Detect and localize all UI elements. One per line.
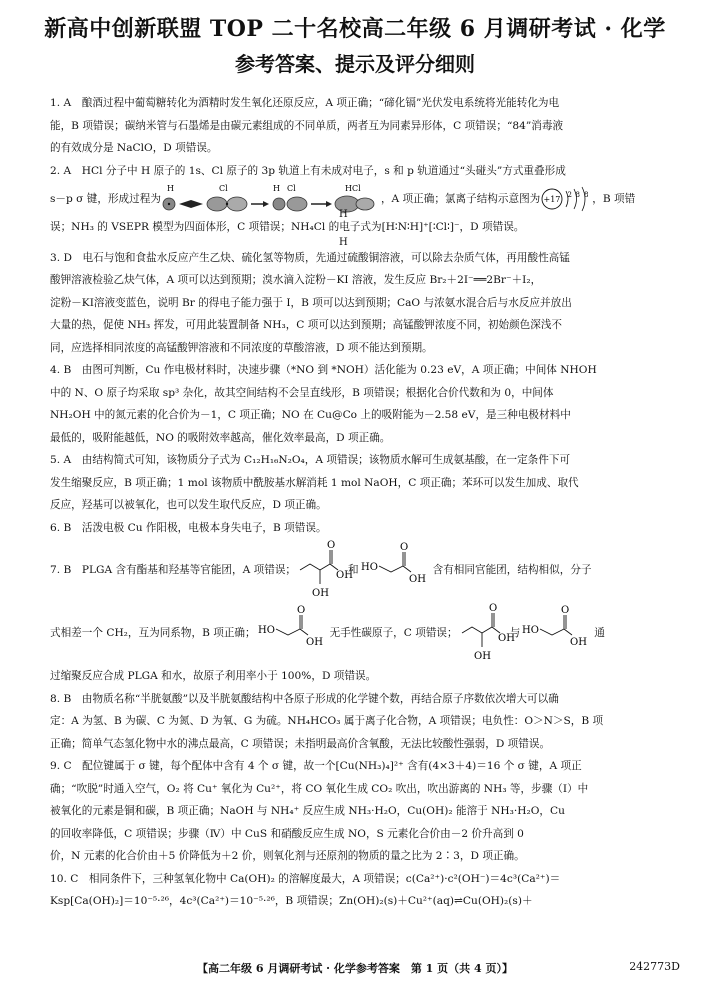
text-line: 1. A 酿酒过程中葡萄糖转化为酒精时发生氧化还原反应，A 项正确；“碲化镉”光伏发电系统将光能转化为电: [50, 97, 560, 109]
text-span: 通: [594, 626, 605, 639]
atom-label: OH: [336, 570, 353, 581]
page-title: 新高中创新联盟 TOP 二十名校高二年级 6 月调研考试 · 化学: [44, 16, 666, 42]
atom-label: O: [488, 603, 497, 614]
text-line: 最低的，吸附能越低，NO 的吸附效率越高，催化效率最高，D 项正确。: [50, 431, 391, 444]
atom-label: O: [399, 542, 408, 553]
answer-item-7: [50, 539, 686, 688]
atom-label: O: [327, 540, 336, 551]
text-line: 淀粉－KI溶液变蓝色，说明 Br 的得电子能力强于 I，B 项可以达到预期；CaO 与浓氨水混合后与水反应并放出: [50, 296, 572, 309]
glycolic-acid-structure: [256, 603, 330, 663]
lactic-acid-structure: [296, 540, 353, 600]
answer-item-1: [50, 92, 686, 160]
atom-label: HO: [360, 562, 378, 573]
answer-item-4: [50, 359, 686, 449]
glycolic-acid-structure: [359, 540, 433, 600]
text-span: 式相差一个 CH₂，互为同系物，B 项正确；: [50, 626, 256, 639]
answer-item-3: [50, 247, 686, 360]
text-line: 正确；简单气态氢化物中水的沸点最高，C 项错误；未指明最高价含氧酸，无法比较酸性强弱，D 项错误。: [50, 737, 551, 750]
text-line: 3. D 电石与饱和食盐水反应产生乙炔、硫化氢等物质，先通过硫酸铜溶液，可以除去杂质气体，再用酸性高锰: [50, 251, 570, 264]
text-line: 8. B 由物质名称“半胱氨酸”以及半胱氨酸结构中各原子形成的化学键个数，再结合原子序数依次增大可以确: [50, 692, 559, 705]
answer-item-5: [50, 449, 686, 517]
answer-item-6: [50, 517, 686, 540]
text-line: 4. B 由图可判断，Cu 作电极材料时，决速步骤（*NO 到 *NOH）活化能为 0.23 eV，A 项正确；中间体 NHOH: [50, 364, 597, 376]
text-line: 5. A 由结构简式可知，该物质分子式为 C₁₂H₁₆N₂O₄，A 项错误；该物质水解可生成氨基酸，在一定条件下可: [50, 454, 571, 466]
text-line: 中的 N、O 原子均采取 sp³ 杂化，故其空间结构不会呈直线形，B 项错误；根据化合价代数和为 0，中间体: [50, 386, 554, 399]
orbital-label: Cl: [218, 184, 228, 193]
page-subtitle: 参考答案、提示及评分细则: [235, 52, 475, 76]
answer-item-2: [50, 160, 686, 247]
text-line: 确；“吹脱”时通入空气，O₂ 将 Cu⁺ 氧化为 Cu²⁺，将 CO 氧化生成 CO₂ 吹出，吹出游离的 NH₃ 等，步骤（Ⅰ）中: [50, 782, 589, 795]
text-line: 酸钾溶液检验乙炔气体，A 项可以达到预期；溴水滴入淀粉－KI 溶液，发生反应 Br₂＋2I⁻══2Br⁻＋I₂，: [50, 274, 542, 286]
atom-label: OH: [473, 651, 491, 662]
atom-label: O: [561, 605, 570, 616]
footer-page-info: 【高二年级 6 月调研考试 · 化学参考答案 第 1 页（共 4 页）】: [197, 962, 513, 975]
text-line: 6. B 活泼电极 Cu 作阳极，电极本身失电子，B 项错误。: [50, 521, 327, 534]
text-span: 与: [509, 626, 521, 639]
shell-electrons: 8: [575, 191, 581, 199]
text-line: 的有效成分是 NaClO，D 项错误。: [50, 142, 218, 154]
text-line: Ksp[Ca(OH)₂]＝10⁻⁵·²⁶，4c³(Ca²⁺)＝10⁻⁵·²⁶，B 项错误；Zn(OH)₂(s)＋Cu²⁺(aq)⇌Cu(OH)₂(s)＋: [50, 895, 533, 907]
shell-electrons: 2: [567, 191, 573, 199]
answer-list: [50, 92, 686, 913]
text-line: 被氧化的元素是铜和碳，B 项正确；NaOH 与 NH₄⁺ 反应生成 NH₃·H₂O，Cu(OH)₂ 能溶于 NH₃·H₂O，Cu: [50, 805, 565, 817]
text-span: 和: [348, 563, 359, 576]
atom-label: HO: [522, 625, 540, 636]
text-span: ，B 项错: [592, 192, 636, 205]
shell-electrons: 8: [584, 191, 589, 199]
text-line: 9. C 配位键属于 σ 键，每个配体中含有 4 个 σ 键，故一个[Cu(NH₃)₄]²⁺ 含有(4×3＋4)＝16 个 σ 键，A 项正: [50, 760, 582, 772]
orbital-label: H: [272, 184, 280, 193]
atom-label: OH: [305, 637, 323, 648]
atom-label: OH: [497, 633, 515, 644]
text-span: 无手性碳原子，C 项错误；: [329, 626, 458, 639]
text-line: 10. C 相同条件下，三种氢氧化物中 Ca(OH)₂ 的溶解度最大，A 项错误；c(Ca²⁺)·c²(OH⁻)＝4c³(Ca²⁺)＝: [50, 872, 561, 885]
glycolic-acid-structure: [520, 603, 594, 663]
text-span: 7. B PLGA 含有酯基和羟基等官能团，A 项错误；: [50, 563, 297, 576]
footer-code: 242773D: [629, 960, 680, 973]
orbital-label: Cl: [286, 184, 296, 193]
atom-label: OH: [570, 637, 588, 648]
text-line: 的回收率降低，C 项错误；步骤（Ⅳ）中 CuS 和硝酸反应生成 NO，S 元素化合价由－2 价升高到 0: [50, 827, 524, 840]
answer-item-9: [50, 755, 686, 868]
text-line: 反应，羟基可以被氧化，也可以发生取代反应，D 项正确。: [50, 499, 327, 511]
text-line: 2. A HCl 分子中 H 原子的 1s、Cl 原子的 3p 轨道上有未成对电子，s 和 p 轨道通过“头碰头”方式重叠形成: [50, 164, 566, 177]
nucleus-charge: +17: [543, 195, 561, 204]
answer-item-10: [50, 868, 686, 913]
electron-formula-h-top: H: [339, 209, 348, 220]
lactic-acid-structure: [458, 603, 515, 663]
answer-item-8: [50, 688, 686, 756]
text-span: s－p σ 键，形成过程为: [50, 192, 161, 205]
text-line: 定：A 为氢、B 为碳、C 为氮、D 为氧、G 为硫。NH₄HCO₃ 属于离子化合物，A 项错误；电负性：O＞N＞S，B 项: [50, 715, 604, 727]
chloride-ion-diagram: [540, 184, 592, 214]
text-span: 含有相同官能团，结构相似，分子: [432, 563, 592, 576]
text-line: 能，B 项错误；碳纳米管与石墨烯是由碳元素组成的不同单质，两者互为同素异形体，C 项错误；“84”消毒液: [50, 119, 564, 132]
atom-label: OH: [312, 588, 329, 599]
text-line: NH₂OH 中的氮元素的化合价为－1，C 项正确；NO 在 Cu@Co 上的吸附能为－2.58 eV，是三种电极材料中: [50, 409, 571, 421]
text-line: 价，N 元素的化合价由＋5 价降低为＋2 价，则氧化剂与还原剂的物质的量之比为 2∶3，D 项正确。: [50, 850, 525, 862]
atom-label: O: [296, 605, 305, 616]
orbital-row: [50, 182, 686, 216]
text-span: ，A 项正确；氯离子结构示意图为: [380, 192, 541, 205]
atom-label: HO: [257, 625, 275, 636]
text-line: 发生缩聚反应，B 项正确；1 mol 该物质中酰胺基水解消耗 1 mol NaOH，C 项正确；苯环可以发生加成、取代: [50, 476, 579, 489]
atom-label: OH: [408, 574, 426, 585]
electron-formula-h-bottom: H: [339, 237, 348, 248]
orbital-label: H: [166, 184, 174, 193]
text-line: 过缩聚反应合成 PLGA 和水，故原子利用率小于 100%，D 项错误。: [50, 670, 377, 682]
text-line: 同，应选择相同浓度的高锰酸钾溶液和不同浓度的草酸溶液，D 项不能达到预期。: [50, 341, 433, 354]
text-line: 大量的热，促使 NH₃ 挥发，可用此装置制备 NH₃，C 项可以达到预期；高锰酸钾浓度不同，初始颜色深浅不: [50, 319, 563, 331]
page-footer: [0, 960, 710, 980]
text-line: 误；NH₃ 的 VSEPR 模型为四面体形，C 项错误；NH₄Cl 的电子式为[H∶N∶H]⁺[∶Cl∶]⁻，D 项错误。: [50, 221, 525, 233]
orbital-label: HCl: [344, 184, 361, 193]
